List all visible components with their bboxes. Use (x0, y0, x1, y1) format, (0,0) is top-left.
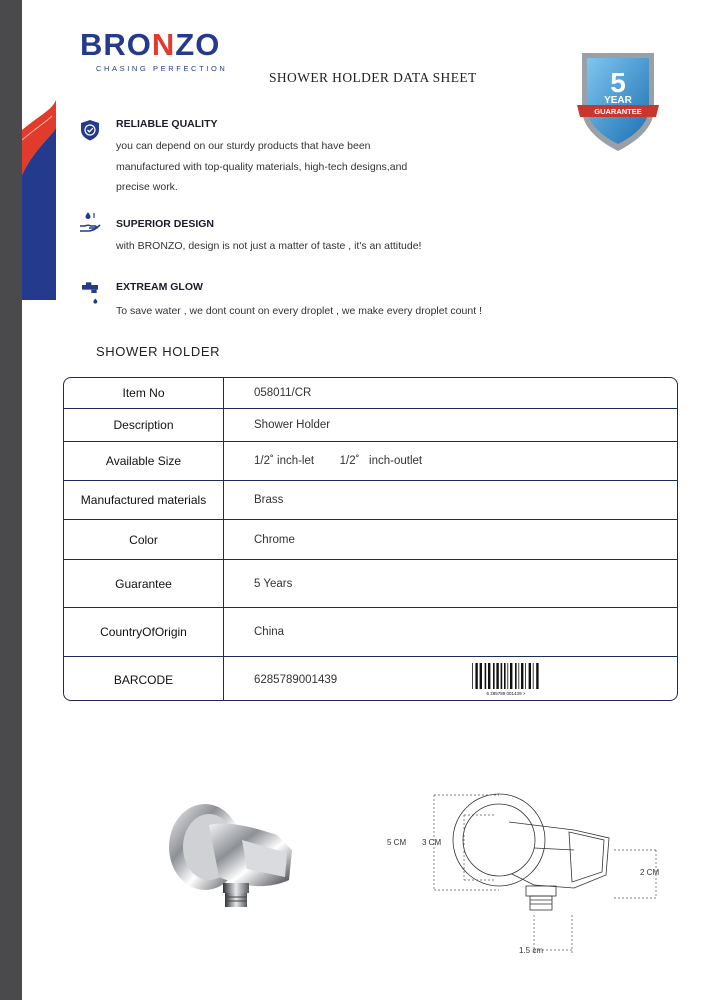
bronzo-logo (80, 28, 227, 73)
feature-title: SUPERIOR DESIGN (116, 218, 215, 230)
product-photo (147, 795, 302, 920)
faucet-drop-icon (78, 281, 102, 305)
feature-title: EXTREAM GLOW (116, 281, 203, 293)
logo-tagline: CHASING PERFECTION (96, 64, 228, 73)
spec-label: Description (64, 409, 224, 441)
spec-label: Guarantee (64, 560, 224, 607)
spec-value: 058011/CR (254, 387, 312, 399)
barcode-digits: 6 285789 001439 > (486, 691, 526, 696)
dimension-outlet-width: 1.5 cm (519, 946, 544, 955)
table-row (64, 656, 677, 701)
shield-check-icon (78, 118, 102, 142)
table-row (64, 519, 677, 559)
spec-label: Color (64, 520, 224, 559)
spec-value: Brass (254, 494, 284, 506)
spec-label: CountryOfOrigin (64, 608, 224, 656)
spec-value: Chrome (254, 533, 295, 546)
dimension-holder-height: 2 CM (640, 868, 660, 877)
section-title: SHOWER HOLDER (96, 344, 221, 359)
spec-label: Item No (64, 378, 224, 408)
table-row (64, 559, 677, 607)
feature-description: To save water , we dont count on every droplet , we make every droplet count ! (116, 305, 482, 317)
spec-value: 1/2˚ inch-let 1/2˚ inch-outlet (254, 455, 423, 467)
feature-title: RELIABLE QUALITY (116, 118, 218, 130)
document-title: SHOWER HOLDER DATA SHEET (269, 70, 477, 85)
spec-value: 5 Years (254, 577, 293, 590)
feature-description: you can depend on our sturdy products that have been manufactured with top-quality materials, high-tech designs,and precise work. (116, 140, 408, 193)
spec-label: Available Size (64, 442, 224, 480)
spec-label: Manufactured materials (64, 481, 224, 519)
table-row (64, 441, 677, 480)
spec-value: China (254, 626, 285, 638)
logo-wordmark: BRONZO (80, 27, 221, 62)
hand-drop-icon (78, 210, 102, 234)
spec-value: 6285789001439 (254, 673, 338, 686)
table-row (64, 607, 677, 656)
table-row (64, 378, 677, 408)
dimension-inner-height: 3 CM (422, 838, 442, 847)
spec-value: Shower Holder (254, 419, 331, 431)
table-row (64, 408, 677, 441)
spec-table (63, 377, 678, 701)
guarantee-badge (574, 47, 662, 153)
spec-label: BARCODE (64, 657, 224, 701)
badge-number: 5 (610, 67, 626, 98)
badge-ribbon-text: GUARANTEE (594, 107, 642, 116)
barcode-image (470, 662, 542, 696)
feature-description: with BRONZO, design is not just a matter of taste , it's an attitude! (116, 240, 422, 252)
decorative-ribbon (22, 0, 62, 300)
table-row (64, 480, 677, 519)
data-sheet-page (22, 0, 707, 1000)
badge-word: YEAR (604, 95, 632, 106)
left-sidebar-bar (0, 0, 22, 1000)
dimension-diagram (384, 790, 674, 965)
dimension-total-height: 5 CM (387, 838, 407, 847)
